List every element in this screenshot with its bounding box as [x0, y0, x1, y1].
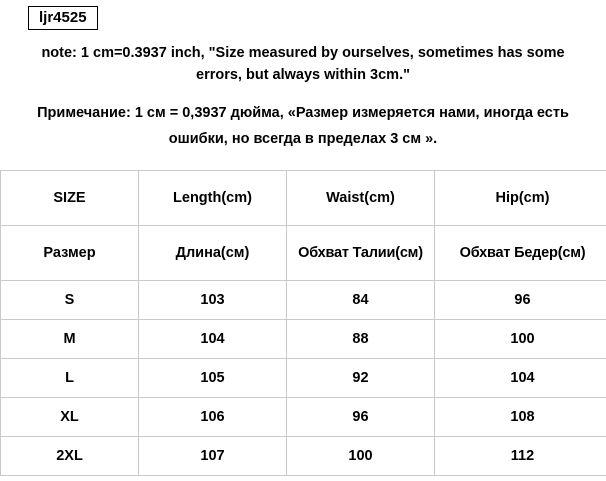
cell-hip: 100 [435, 320, 606, 359]
notes-block [0, 38, 606, 152]
header-hip-ru: Обхват Бедер(см) [435, 226, 606, 281]
note-russian: Примечание: 1 см = 0,3937 дюйма, «Размер измеряется нами, иногда есть ошибки, но всегда в пределах 3 см ». [37, 105, 569, 147]
cell-waist: 84 [287, 281, 435, 320]
table-row [1, 398, 606, 437]
cell-size: 2XL [1, 437, 139, 476]
cell-length: 107 [139, 437, 287, 476]
cell-hip: 108 [435, 398, 606, 437]
cell-hip: 104 [435, 359, 606, 398]
cell-size: XL [1, 398, 139, 437]
cell-hip: 96 [435, 281, 606, 320]
cell-length: 104 [139, 320, 287, 359]
product-code-badge: ljr4525 [28, 6, 98, 30]
table-header-row-english [1, 171, 606, 226]
cell-waist: 100 [287, 437, 435, 476]
cell-waist: 96 [287, 398, 435, 437]
note-english: note: 1 cm=0.3937 inch, "Size measured by ourselves, sometimes has some errors, but always within 3cm." [41, 45, 565, 83]
header-hip-en: Hip(cm) [435, 171, 606, 226]
header-size-en: SIZE [1, 171, 139, 226]
size-table [0, 170, 606, 476]
table-row [1, 437, 606, 476]
cell-waist: 92 [287, 359, 435, 398]
header-length-en: Length(cm) [139, 171, 287, 226]
table-row [1, 281, 606, 320]
header-length-ru: Длина(см) [139, 226, 287, 281]
table-row [1, 359, 606, 398]
cell-size: M [1, 320, 139, 359]
cell-length: 103 [139, 281, 287, 320]
table-header-row-russian [1, 226, 606, 281]
cell-size: S [1, 281, 139, 320]
header-waist-en: Waist(cm) [287, 171, 435, 226]
cell-length: 105 [139, 359, 287, 398]
cell-waist: 88 [287, 320, 435, 359]
table-row [1, 320, 606, 359]
header-size-ru: Размер [1, 226, 139, 281]
header-waist-ru: Обхват Талии(см) [287, 226, 435, 281]
cell-length: 106 [139, 398, 287, 437]
cell-hip: 112 [435, 437, 606, 476]
cell-size: L [1, 359, 139, 398]
